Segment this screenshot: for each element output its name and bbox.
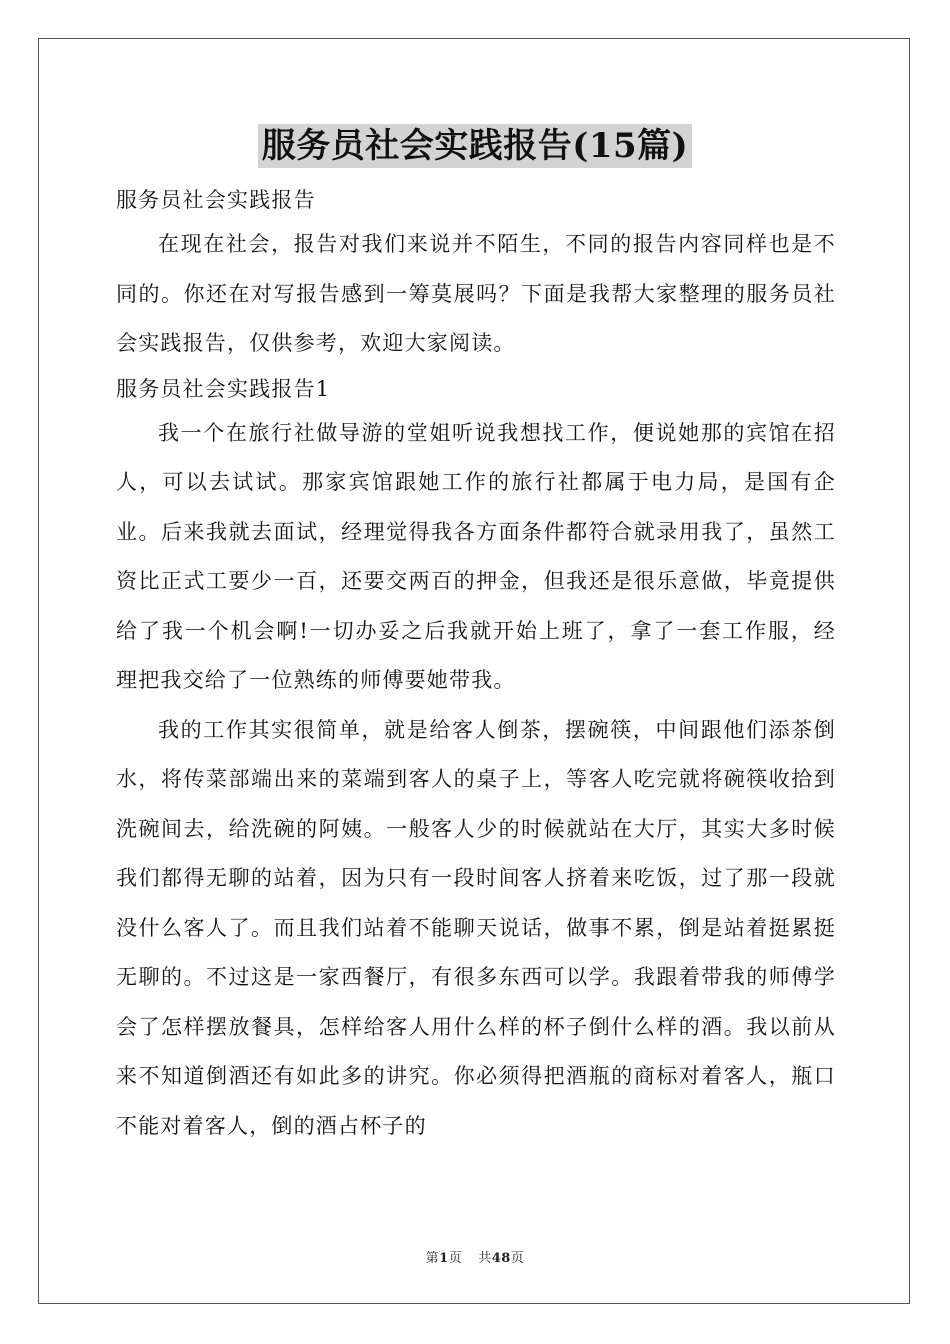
intro-paragraph: 在现在社会，报告对我们来说并不陌生，不同的报告内容同样也是不同的。你还在对写报告感到一筹莫展吗？下面是我帮大家整理的服务员社会实践报告，仅供参考，欢迎大家阅读。 bbox=[116, 232, 836, 355]
total-prefix: 共 bbox=[478, 1251, 492, 1266]
report-1-heading: 服务员社会实践报告1 bbox=[116, 376, 331, 401]
page-prefix: 第 bbox=[425, 1251, 440, 1266]
page-footer bbox=[0, 1247, 950, 1266]
report-1-paragraph-2: 我的工作其实很简单，就是给客人倒茶，摆碗筷，中间跟他们添茶倒水，将传菜部端出来的菜端到客人的桌子上，等客人吃完就将碗筷收拾到洗碗间去，给洗碗的阿姨。一般客人少的时候就站在大厅，其实大多时候我们都得无聊的站着，因为只有一段时间客人挤着来吃饭，过了那一段就没什么客人了。而且我们站着不能聊天说话，做事不累，倒是站着挺累挺无聊的。不过这是一家西餐厅，有很多东西可以学。我跟着带我的师傅学会了怎样摆放餐具，怎样给客人用什么样的杯子倒什么样的酒。我以前从来不知道倒酒还有如此多的讲究。你必须得把酒瓶的商标对着客人，瓶口不能对着客人，倒的酒占杯子的 bbox=[116, 717, 836, 1138]
total-pages: 48 bbox=[491, 1251, 511, 1266]
intro-heading: 服务员社会实践报告 bbox=[116, 188, 316, 212]
page-suffix: 页 bbox=[448, 1251, 463, 1266]
title-container bbox=[0, 124, 950, 168]
page-number: 1 bbox=[439, 1251, 449, 1266]
total-suffix: 页 bbox=[510, 1251, 525, 1266]
report-1-paragraph-1: 我一个在旅行社做导游的堂姐听说我想找工作，便说她那的宾馆在招人，可以去试试。那家宾馆跟她工作的旅行社都属于电力局，是国有企业。后来我就去面试，经理觉得我各方面条件都符合就录用我了，虽然工资比正式工要少一百，还要交两百的押金，但我还是很乐意做，毕竟提供给了我一个机会啊!一切办妥之后我就开始上班了，拿了一套工作服，经理把我交给了一位熟练的师傅要她带我。 bbox=[116, 420, 836, 692]
document-title: 服务员社会实践报告(15篇) bbox=[258, 124, 693, 168]
document-body bbox=[116, 180, 836, 1151]
